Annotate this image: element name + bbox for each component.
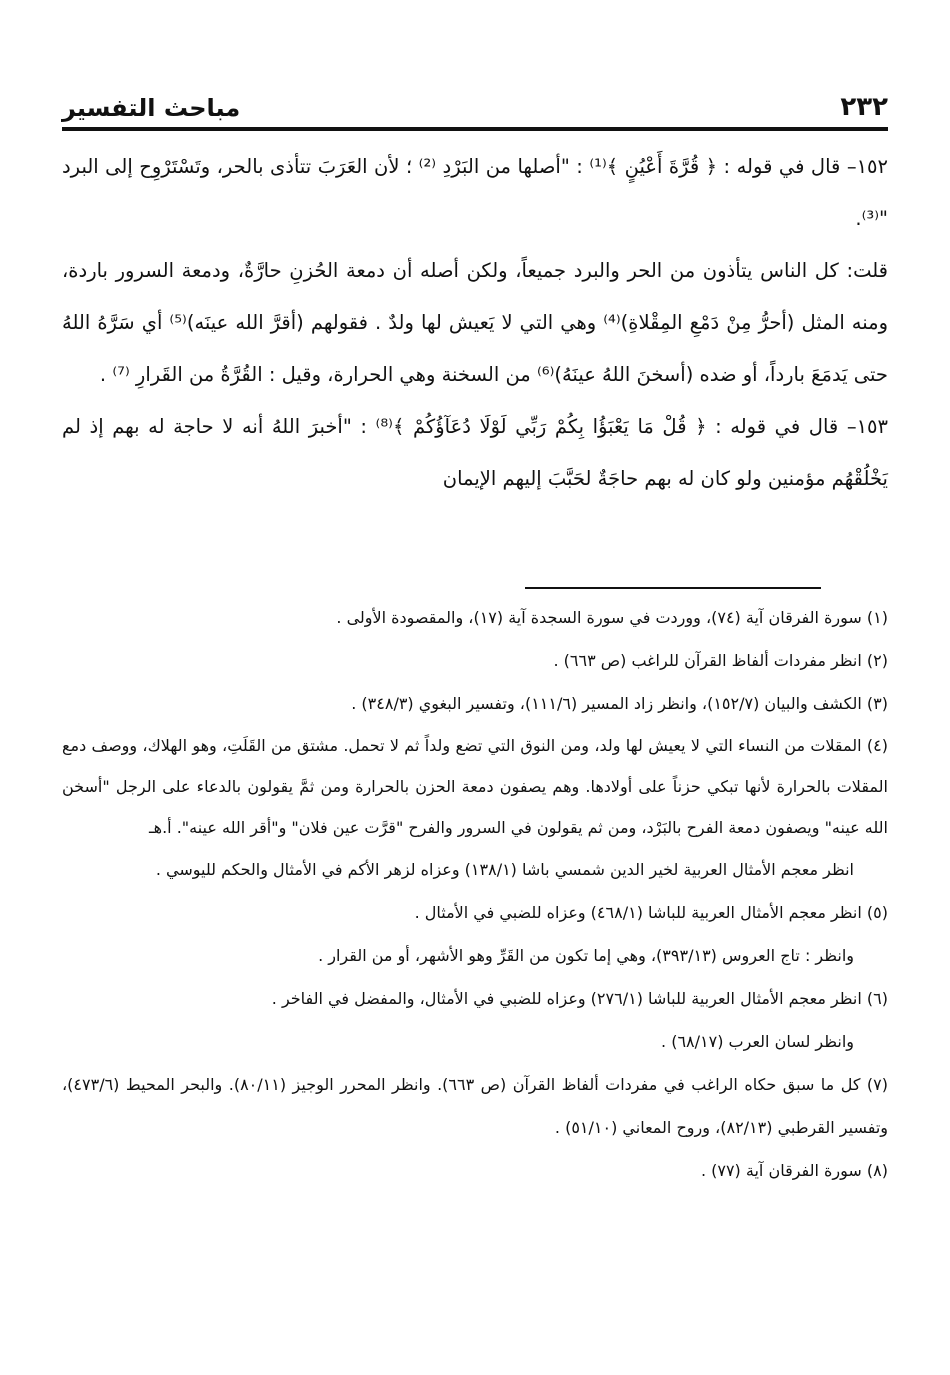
paragraph-153: ١٥٣– قال في قوله : ﴿ قُلْ مَا يَعْبَؤُا بِكُمْ رَبِّي لَوْلَا دُعَآؤُكُمْ ﴾⁽⁸⁾ : "أخبرَ اللهُ أنه لا حاجة له بهم إذ لم يَخْلُقْهُم مؤمنين ولو كان له بهم حاجَةٌ لحَبَّبَ إليهم الإيمان xyxy=(62,415,888,490)
footnote-separator xyxy=(525,587,821,589)
footnote-6: (٦) انظر معجم الأمثال العربية للباشا (٢٧٦/١) وعزاه للضبي في الأمثال، والمفضل في الفاخر . xyxy=(271,989,888,1008)
footnote-1: (١) سورة الفرقان آية (٧٤)، ووردت في سورة السجدة آية (١٧)، والمقصودة الأولى . xyxy=(336,608,888,627)
footnote-5-see-also: وانظر : تاج العروس (٣٩٣/١٣)، وهي إما تكون من القَرِّ وهو الأشهر، أو من القرار . xyxy=(318,946,854,965)
page-header xyxy=(62,80,888,122)
header-rule xyxy=(62,127,888,131)
footnote-6-see-also: وانظر لسان العرب (٦٨/١٧) . xyxy=(661,1032,854,1051)
paragraph-152: ١٥٢– قال في قوله : ﴿ قُرَّةَ أَعْيُنٍ ﴾⁽¹⁾ : "أصلها من البَرْدِ ⁽²⁾ ؛ لأن العَرَبَ تتأذى بالحر، وتَسْتَرْوِح إلى البرد "⁽³⁾. xyxy=(62,155,888,230)
main-text xyxy=(62,141,888,505)
footnote-4: (٤) المقلات من النساء التي لا يعيش لها ولد، ومن النوق التي تضع ولداً ثم لا تحمل. مشتق من القَلَتِ، وهو الهلاك، ووصف دمع المقلات بالحرارة لأنها تبكي حزناً على أولادها. وهم يصفون دمعة الحزن بالحرارة ومن ثمَّ يقولون بالدعاء على الرجل "أسخن الله عينه" ويصفون دمعة الفرح بالبَرْد، ومن ثم يقولون في السرور والفرح "قرَّت عين فلان" و"أقر الله عينه". أ.هـ xyxy=(62,736,888,837)
footnote-2: (٢) انظر مفردات ألفاظ القرآن للراغب (ص ٦٦٣) . xyxy=(553,651,888,670)
paragraph-comment: قلت: كل الناس يتأذون من الحر والبرد جميعاً، ولكن أصله أن دمعة الحُزنِ حارَّةٌ، ودمعة السرور باردة، ومنه المثل (أحرُّ مِنْ دَمْعِ المِقْلاةِ)⁽⁴⁾ وهي التي لا يَعيش لها ولدٌ . فقولهم (أقرَّ الله عينَه)⁽⁵⁾ أي سَرَّهُ اللهُ حتى يَدمَعَ بارداً، أو ضده (أسخنَ اللهُ عينَهُ)⁽⁶⁾ من السخنة وهي الحرارة، وقيل : القُرَّةُ من القَرارِ ⁽⁷⁾ . xyxy=(62,259,888,386)
footnote-7: (٧) كل ما سبق حكاه الراغب في مفردات ألفاظ القرآن (ص ٦٦٣). وانظر المحرر الوجيز (٨٠/١١). والبحر المحيط (٤٧٣/٦)، وتفسير القرطبي (٨٢/١٣)، وروح المعاني (٥١/١٠) . xyxy=(62,1075,888,1137)
footnote-4-source: انظر معجم الأمثال العربية لخير الدين شمسي باشا (١٣٨/١) وعزاه لزهر الأكم في الأمثال والحكم لليوسي . xyxy=(155,860,854,879)
page-number: ٢٣٢ xyxy=(840,92,888,122)
footnote-5: (٥) انظر معجم الأمثال العربية للباشا (٤٦٨/١) وعزاه للضبي في الأمثال . xyxy=(414,903,888,922)
footnote-3: (٣) الكشف والبيان (١٥٢/٧)، وانظر زاد المسير (١١١/٦)، وتفسير البغوي (٣٤٨/٣) . xyxy=(351,694,888,713)
footnote-8: (٨) سورة الفرقان آية (٧٧) . xyxy=(700,1161,888,1180)
footnotes xyxy=(62,596,888,1192)
running-title: مباحث التفسير xyxy=(62,94,241,122)
